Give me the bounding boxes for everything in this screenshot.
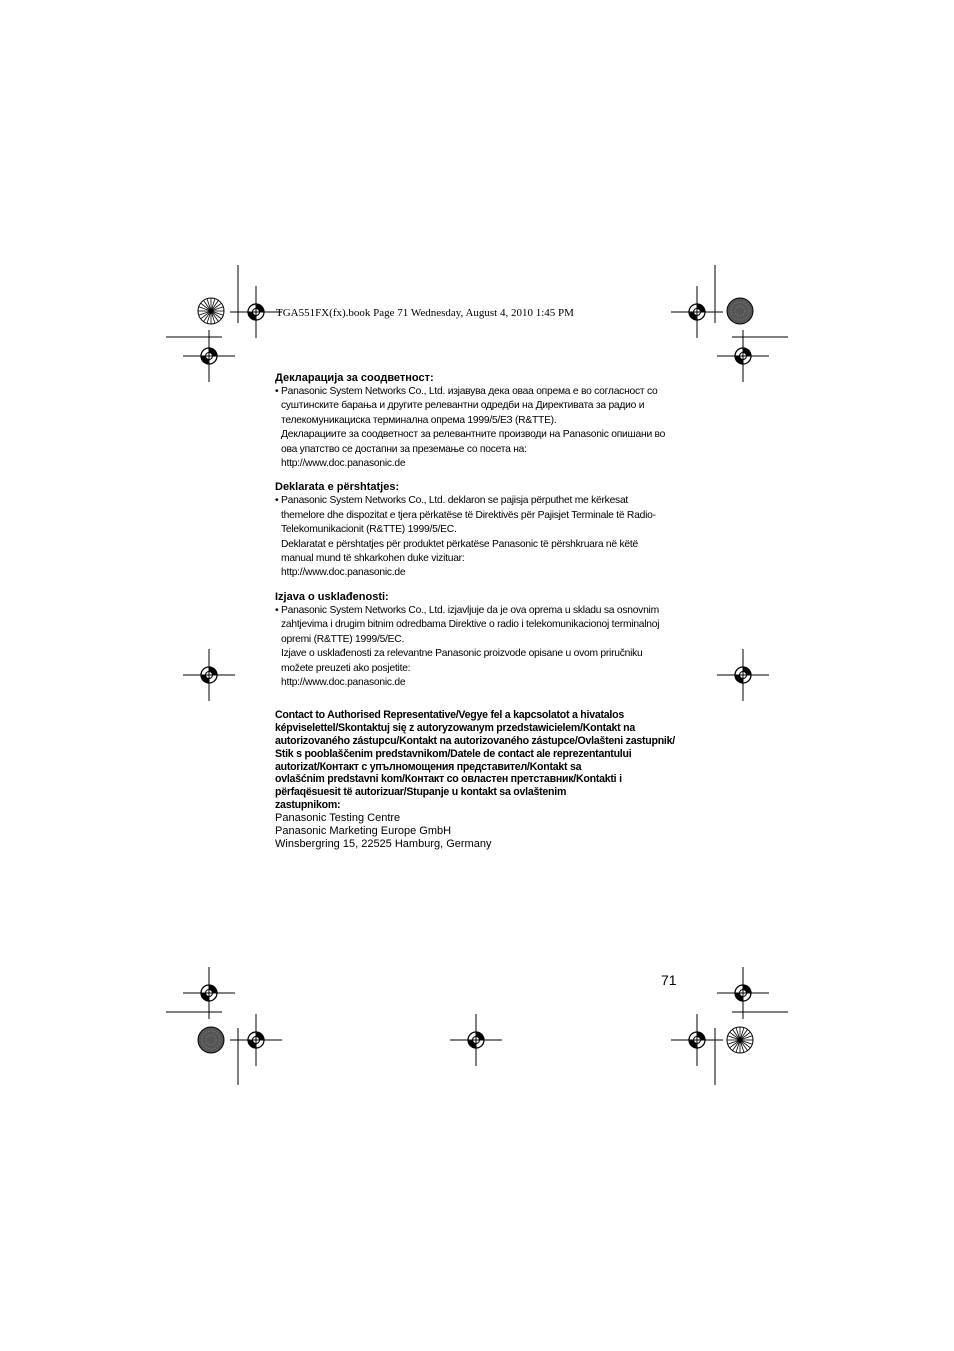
section-macedonian bbox=[275, 371, 695, 471]
text-line: Panasonic System Networks Co., Ltd. изјавува дека оваа опрема е во согласност со bbox=[281, 386, 658, 397]
contact-section bbox=[275, 709, 695, 850]
bullet-glyph: • bbox=[275, 386, 279, 397]
address-line: Panasonic Marketing Europe GmbH bbox=[275, 824, 452, 837]
bullet-item bbox=[275, 385, 695, 471]
text-line: суштинските барања и другите релевантни одредби на Директивата за радио и bbox=[281, 400, 645, 412]
gray-target bbox=[727, 298, 753, 324]
section-title: Deklarata e përshtatjes: bbox=[275, 481, 400, 494]
bullet-glyph: • bbox=[275, 604, 279, 616]
starburst-target bbox=[727, 1027, 753, 1053]
text-line: možete preuzeti ako posjetite: bbox=[281, 662, 411, 674]
url-line: http://www.doc.panasonic.de bbox=[281, 458, 406, 470]
address-line: Winsbergring 15, 22525 Hamburg, Germany bbox=[275, 837, 492, 850]
section-title: Izjava o usklađenosti: bbox=[275, 590, 389, 603]
section-bosnian bbox=[275, 590, 695, 690]
text-line: телекомуникациска терминална опрема 1999/5/ЕЗ (R&TTE). bbox=[281, 414, 557, 426]
registration-mark bbox=[717, 967, 769, 1019]
text-line: Deklaratat e përshtatjes për produktet përkatëse Panasonic të përshkruara në këtë bbox=[281, 538, 638, 550]
contact-title-line: autorizovaného zástupcu/Kontakt na autorizovaného zástupce/Ovlašteni zastupnik/ bbox=[275, 734, 675, 747]
contact-address bbox=[275, 812, 695, 851]
print-slug: TGA551FX(fx).book Page 71 Wednesday, August 4, 2010 1:45 PM bbox=[276, 307, 574, 319]
contact-title-line: ovlašćnim predstavni kom/Контакт со овластен претставник/Kontakti i bbox=[275, 773, 622, 786]
contact-title-line: përfaqësuesit të autorizuar/Stupanje u kontakt sa ovlaštenim bbox=[275, 786, 567, 799]
text-line: Декларациите за соодветност за релевантните производи на Panasonic опишани во bbox=[281, 429, 666, 441]
url-line: http://www.doc.panasonic.de bbox=[281, 567, 406, 579]
text-line: Telekomunikacionit (R&TTE) 1999/5/EC. bbox=[281, 524, 457, 536]
page-content bbox=[275, 371, 695, 851]
registration-mark bbox=[450, 1014, 502, 1066]
text-line: Panasonic System Networks Co., Ltd. deklaron se pajisja përputhet me kërkesat bbox=[281, 495, 629, 507]
page-number: 71 bbox=[661, 972, 677, 988]
contact-title bbox=[275, 709, 695, 811]
text-line: ова упатство се достапни за преземање со посета на: bbox=[281, 443, 527, 455]
section-albanian bbox=[275, 480, 695, 580]
starburst-target bbox=[198, 298, 224, 324]
registration-mark bbox=[183, 649, 235, 701]
contact-title-line: zastupnikom: bbox=[275, 798, 341, 811]
contact-title-line: Stik s pooblaščenim predstavnikom/Datele de contact ale reprezentantului bbox=[275, 747, 632, 760]
address-line: Panasonic Testing Centre bbox=[275, 811, 401, 824]
contact-title-line: képviselettel/Skontaktuj się z autoryzowanym przedstawicielem/Kontakt na bbox=[275, 722, 635, 735]
contact-title-line: autorizat/Контакт с упълномощения представител/Kontakt sa bbox=[275, 760, 582, 773]
text-line: Panasonic System Networks Co., Ltd. izjavljuje da je ova oprema u skladu sa osnovnim bbox=[281, 604, 659, 616]
bullet-item bbox=[275, 494, 695, 580]
gray-target bbox=[198, 1027, 224, 1053]
text-line: opremi (R&TTE) 1999/5/EC. bbox=[281, 633, 405, 645]
bullet-glyph: • bbox=[275, 495, 279, 507]
text-line: Izjave o usklađenosti za relevantne Panasonic proizvode opisane u ovom priručniku bbox=[281, 648, 643, 660]
registration-mark bbox=[183, 330, 235, 382]
registration-mark bbox=[183, 967, 235, 1019]
registration-mark bbox=[717, 330, 769, 382]
text-line: zahtjevima i drugim bitnim odredbama Direktive o radio i telekomunikacionoj terminalnoj bbox=[281, 619, 660, 631]
section-title: Декларација за соодветност: bbox=[275, 372, 434, 384]
registration-mark bbox=[717, 649, 769, 701]
text-line: themelore dhe dispozitat e tjera përkatëse të Direktivës për Pajisjet Terminale të Radio- bbox=[281, 509, 656, 521]
url-line: http://www.doc.panasonic.de bbox=[281, 676, 406, 688]
text-line: manual mund të shkarkohen duke vizituar: bbox=[281, 553, 465, 565]
contact-title-line: Contact to Authorised Representative/Vegye fel a kapcsolatot a hivatalos bbox=[275, 709, 624, 722]
bullet-item bbox=[275, 604, 695, 690]
